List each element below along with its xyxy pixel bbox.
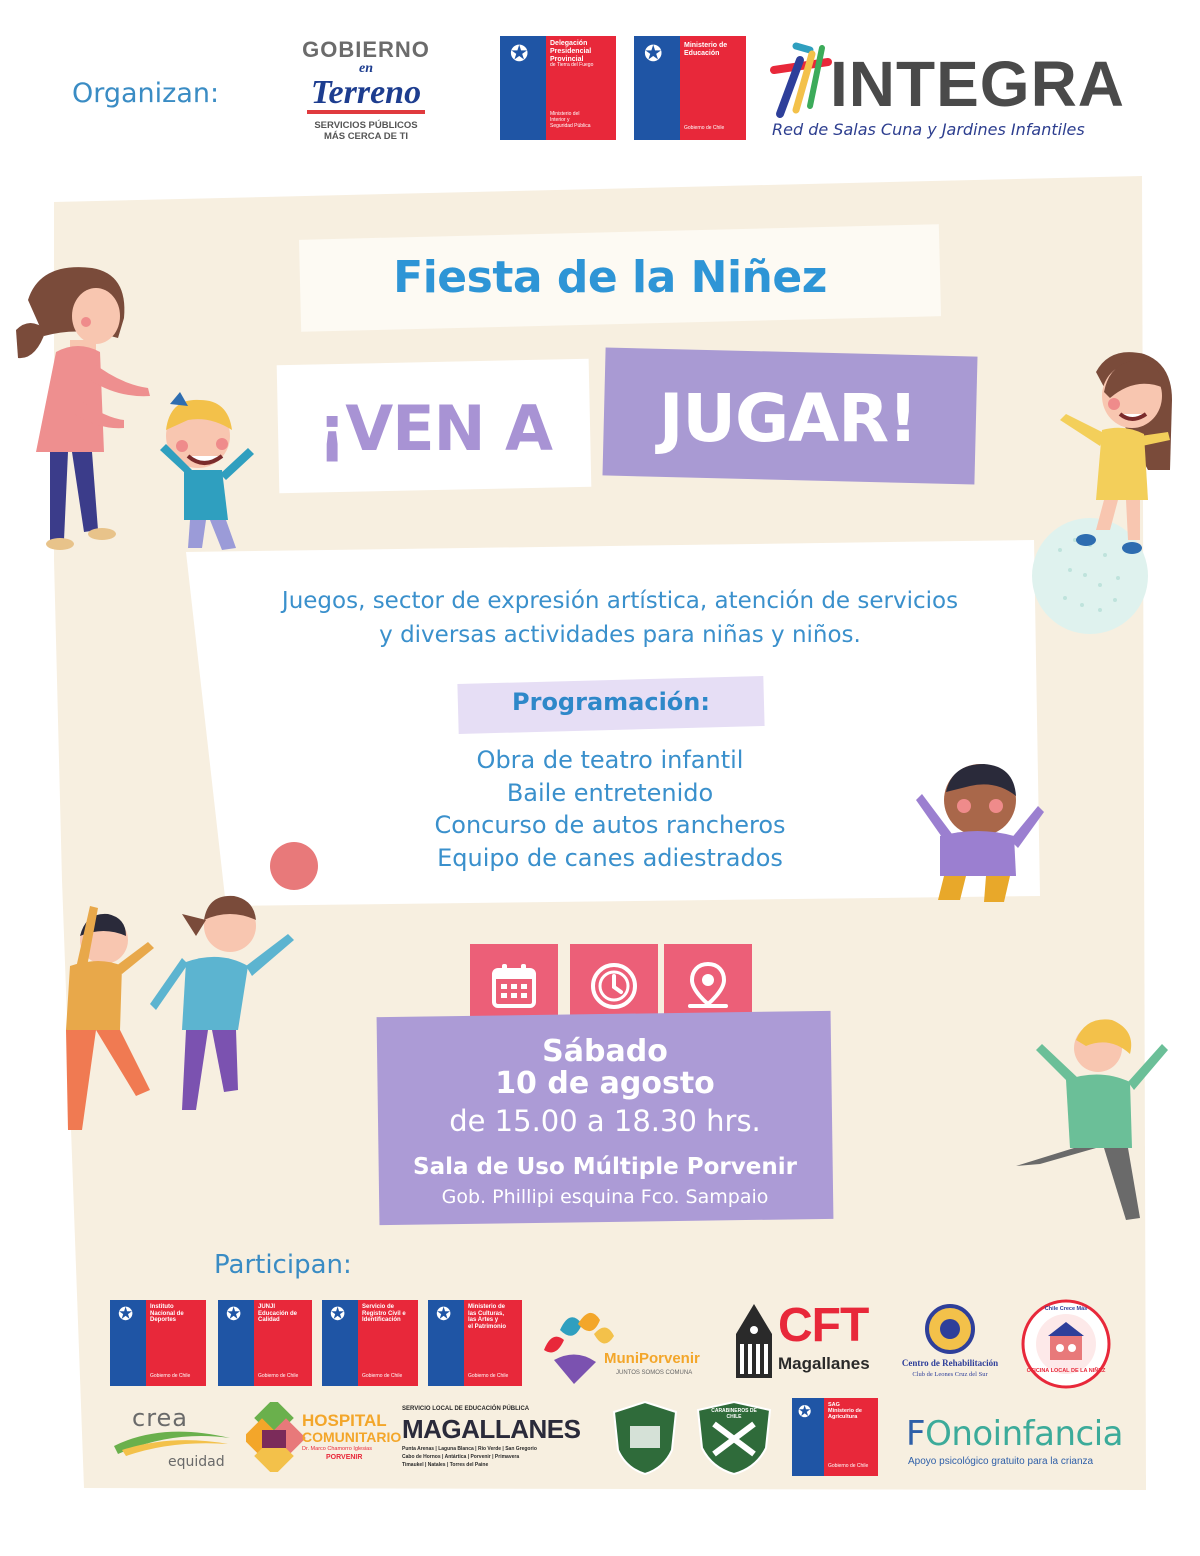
programacion-title: Programación: (512, 688, 710, 716)
description (200, 584, 1040, 652)
fonoinfancia-tagline: Apoyo psicológico gratuito para la crianza (908, 1456, 1094, 1467)
list-item: Concurso de autos rancheros (434, 811, 786, 839)
cultura-title-2: las Culturas, (468, 1310, 505, 1317)
delegacion-foot-1: Ministerio del (550, 111, 580, 117)
registro-footer: Gobierno de Chile (362, 1373, 403, 1379)
list-item: Equipo de canes adiestrados (437, 843, 783, 872)
slep-name: MAGALLANES (402, 1414, 581, 1444)
leones-logo (892, 1304, 1008, 1388)
cft-tower-icon (736, 1304, 772, 1378)
integra-word: INTEGRA (830, 48, 1125, 120)
crea-equidad-logo (112, 1404, 236, 1476)
cultura-title-4: el Patrimonio (468, 1324, 507, 1331)
ind-title-3: Deportes (150, 1317, 177, 1324)
ven-a-text: ¡VEN A (317, 392, 553, 465)
hospital-comunitario-logo (246, 1398, 402, 1476)
clock-icon (588, 960, 640, 1012)
cultura-logo (428, 1300, 522, 1386)
delegacion-title-3: Provincial (550, 55, 584, 63)
slep-communes-3: Timaukel | Natales | Torres del Paine (402, 1462, 489, 1468)
delegacion-foot-2: Interior y (550, 116, 570, 123)
fonoinfancia-rest: noinfancia (951, 1414, 1124, 1454)
jugar-text: JUGAR! (658, 380, 918, 457)
registro-title-1: Servicio de (362, 1304, 395, 1310)
carabineros-text: CARABINEROS DE CHILE (711, 1408, 757, 1420)
event-time: de 15.00 a 18.30 hrs. (449, 1104, 761, 1138)
mineduc-title-2: Educación (684, 49, 720, 57)
event-day: Sábado (542, 1034, 668, 1069)
leones-line2: Club de Leones Cruz del Sur (912, 1371, 988, 1378)
chile-shield-icon: ✪ (436, 1304, 452, 1325)
event-date: 10 de agosto (495, 1066, 715, 1101)
sag-title-1: SAG (828, 1402, 840, 1408)
junji-title-3: Calidad (258, 1317, 280, 1324)
hospital-line1: HOSPITAL (302, 1411, 387, 1430)
hospital-line4: PORVENIR (326, 1454, 363, 1461)
muniporvenir-name: MuniPorvenir (604, 1350, 700, 1367)
chile-shield-icon: ✪ (798, 1402, 812, 1421)
muniporvenir-tagline: JUNTOS SOMOS COMUNA (616, 1370, 693, 1376)
chile-shield-icon: ✪ (330, 1304, 346, 1325)
ind-logo (110, 1300, 206, 1386)
carabineros-logo (694, 1400, 774, 1476)
pink-ball (270, 842, 318, 890)
delegacion-foot-3: Seguridad Pública (550, 122, 591, 129)
organizan-label: Organizan: (72, 78, 220, 109)
mineduc-footer: Gobierno de Chile (684, 125, 725, 131)
fonoinfancia-prefix: F (906, 1414, 926, 1454)
list-item: Obra de teatro infantil (476, 746, 744, 774)
chile-shield-icon: ✪ (118, 1304, 134, 1325)
calendar-icon (488, 960, 540, 1012)
list-item: Baile entretenido (506, 778, 714, 807)
gobierno-en-terreno-logo (282, 38, 450, 150)
integra-logo (766, 38, 1126, 146)
junji-footer: Gobierno de Chile (258, 1373, 299, 1379)
description-line-2: y diversas actividades para niñas y niños. (379, 622, 861, 648)
chile-shield-icon: ✪ (510, 42, 529, 67)
sag-title-2: Ministerio de (828, 1408, 862, 1415)
cultura-title-1: Ministerio de (468, 1304, 506, 1310)
delegacion-title-1: Delegación (550, 40, 588, 47)
hospital-line2: COMUNITARIO (302, 1429, 402, 1445)
oficina-local-top: Chile Crece Más (1044, 1306, 1088, 1312)
sag-footer: Gobierno de Chile (828, 1463, 869, 1469)
muniporvenir-logo (534, 1300, 714, 1388)
hospital-line3: Dr. Marco Chamorro Iglesias (302, 1446, 372, 1452)
integra-mark-icon (766, 40, 836, 120)
leones-line1: Centro de Rehabilitación (901, 1358, 999, 1368)
crea-name: crea (132, 1404, 189, 1432)
slep-top: SERVICIO LOCAL DE EDUCACIÓN PÚBLICA (402, 1406, 530, 1412)
hospital-puzzle-icon (246, 1402, 306, 1472)
sag-logo (792, 1398, 878, 1476)
slep-communes-2: Cabo de Hornos | Antártica | Porvenir | Primavera (402, 1454, 520, 1460)
delegacion-logo (500, 36, 616, 140)
cft-sub: Magallanes (778, 1354, 870, 1373)
ind-title-1: Instituto (150, 1304, 174, 1310)
cft-magallanes-logo (736, 1299, 882, 1384)
gobierno-en-terreno-main: Terreno (307, 76, 425, 114)
junji-logo (218, 1300, 312, 1386)
integra-subtitle: Red de Salas Cuna y Jardines Infantiles (772, 120, 1085, 139)
cultura-title-3: las Artes y (468, 1317, 499, 1324)
gobierno-en-terreno-sub2: MÁS CERCA DE TI (323, 131, 409, 142)
sag-title-3: Agricultura (828, 1414, 858, 1421)
ind-footer: Gobierno de Chile (150, 1373, 191, 1379)
description-line-1: Juegos, sector de expresión artística, atención de servicios (281, 588, 959, 614)
gobierno-en-terreno-en: en (359, 61, 373, 76)
registro-title-2: Registro Civil e (362, 1310, 406, 1317)
muniporvenir-figures-icon (534, 1300, 618, 1384)
delegacion-title-2: Presidencial (550, 47, 592, 55)
fonoinfancia-o: O (925, 1414, 952, 1454)
delegacion-subtitle: de Tierra del Fuego (550, 62, 594, 69)
gobierno-en-terreno-sub1: SERVICIOS PÚBLICOS (314, 120, 418, 131)
registro-title-3: Identificación (362, 1317, 401, 1324)
ind-title-2: Nacional de (150, 1310, 184, 1317)
location-pin-icon (682, 960, 734, 1012)
participan-label: Participan: (214, 1250, 352, 1280)
slep-magallanes-logo (402, 1406, 606, 1478)
event-place: Sala de Uso Múltiple Porvenir (413, 1154, 797, 1180)
escuela-shield-icon (610, 1400, 680, 1476)
lions-club-icon (925, 1304, 975, 1354)
page-title: Fiesta de la Niñez (393, 252, 827, 303)
fonoinfancia-logo (906, 1414, 1124, 1470)
slep-communes-1: Punta Arenas | Laguna Blanca | Río Verde | San Gregorio (402, 1446, 537, 1452)
chile-shield-icon: ✪ (226, 1304, 242, 1325)
cultura-footer: Gobierno de Chile (468, 1373, 509, 1379)
programacion-list (320, 744, 900, 874)
cft-name: CFT (778, 1299, 869, 1352)
event-address: Gob. Phillipi esquina Fco. Sampaio (441, 1186, 769, 1208)
crea-sub: equidad (168, 1454, 225, 1470)
gobierno-en-terreno-top: GOBIERNO (302, 37, 430, 62)
chile-shield-icon: ✪ (644, 42, 663, 67)
oficina-local-text: OFICINA LOCAL DE LA NIÑEZ (1026, 1368, 1106, 1374)
mineduc-logo (634, 36, 746, 140)
junji-title-2: Educación de (258, 1310, 298, 1317)
junji-title-1: JUNJI (258, 1304, 276, 1310)
oficina-local-ninez-logo (1020, 1298, 1112, 1390)
registro-civil-logo (322, 1300, 418, 1386)
mineduc-title-1: Ministerio de (684, 42, 728, 49)
